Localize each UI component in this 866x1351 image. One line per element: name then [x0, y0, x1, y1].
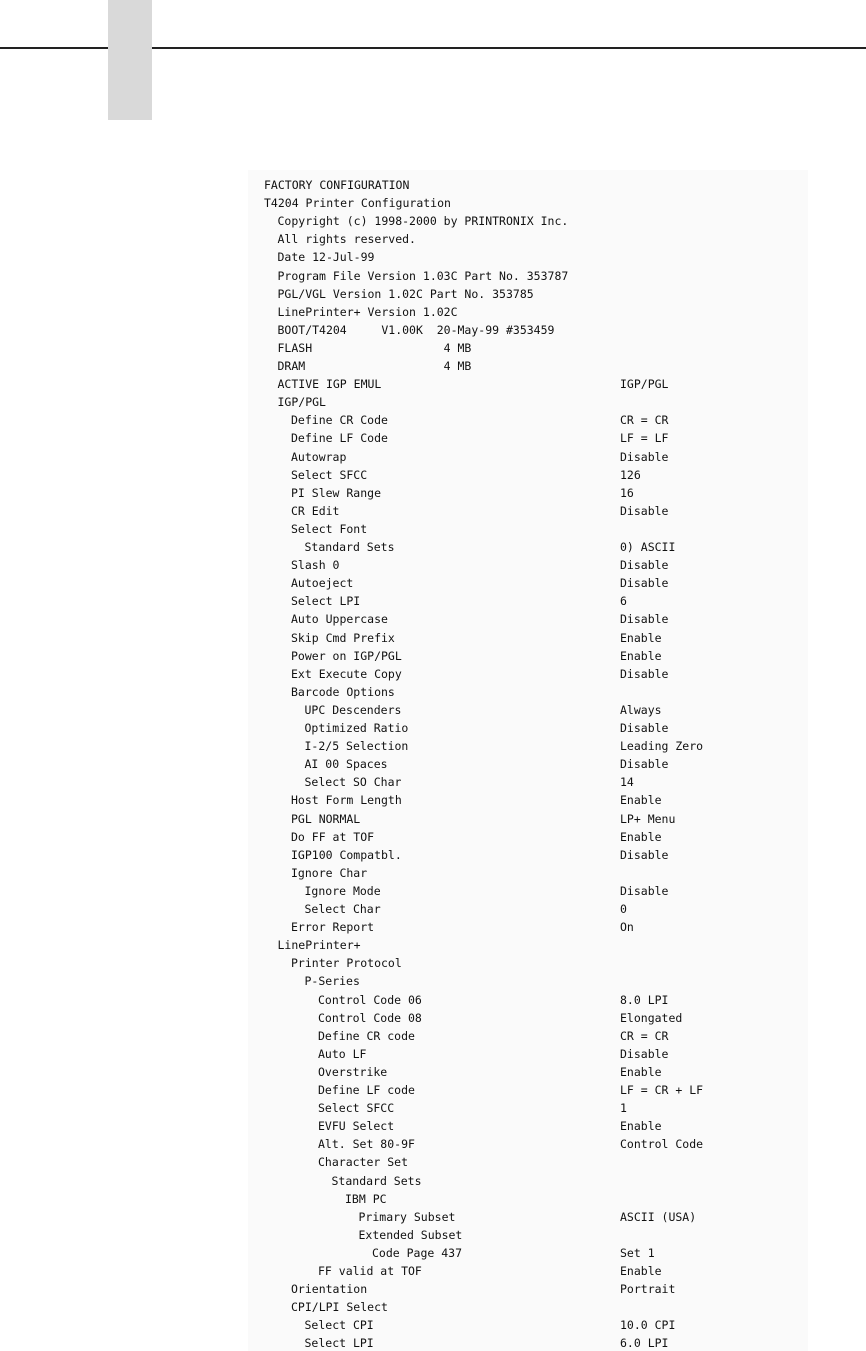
config-label: Slash 0 — [291, 558, 340, 573]
config-line — [248, 1153, 808, 1171]
config-label: Standard Sets — [331, 1173, 422, 1188]
config-value: Disable — [620, 558, 669, 573]
config-label: PI Slew Range — [291, 485, 382, 500]
config-line — [248, 719, 808, 737]
config-label: Character Set — [318, 1155, 409, 1170]
config-label: CR Edit — [291, 503, 340, 518]
config-line — [248, 810, 808, 828]
config-value: 1 — [620, 1101, 627, 1116]
config-line — [248, 1063, 808, 1081]
config-label: Skip Cmd Prefix — [291, 630, 395, 645]
config-line — [248, 629, 808, 647]
config-line — [248, 1190, 808, 1208]
config-label: Select LPI — [291, 594, 361, 609]
config-label: UPC Descenders — [304, 702, 402, 717]
config-label: Define CR code — [318, 1028, 415, 1043]
config-line — [248, 520, 808, 538]
config-line — [248, 285, 808, 303]
config-value: CR = CR — [620, 1028, 669, 1043]
config-line — [248, 502, 808, 520]
config-value: IGP/PGL — [620, 377, 669, 392]
config-line — [248, 610, 808, 628]
config-label: Select LPI — [304, 1336, 374, 1351]
config-line — [248, 864, 808, 882]
config-label: P-Series — [304, 974, 360, 989]
config-value: ASCII (USA) — [620, 1209, 697, 1224]
config-line — [248, 1280, 808, 1298]
config-line — [248, 991, 808, 1009]
config-label: FLASH 4 MB — [277, 340, 472, 355]
config-label: Control Code 08 — [318, 1010, 422, 1025]
chapter-tab — [108, 0, 152, 120]
config-label: Do FF at TOF — [291, 829, 375, 844]
config-value: Disable — [620, 883, 669, 898]
config-label: Define LF code — [318, 1083, 415, 1097]
config-line — [248, 212, 808, 230]
config-value: Leading Zero — [620, 739, 704, 754]
config-value: Enable — [620, 1064, 662, 1079]
config-value: Enable — [620, 829, 662, 844]
config-label: T4204 Printer Configuration — [264, 196, 451, 211]
config-line — [248, 1298, 808, 1316]
config-label: Copyright (c) 1998-2000 by PRINTRONIX Inc. — [277, 214, 569, 229]
config-line — [248, 357, 808, 375]
config-label: LinePrinter+ — [277, 938, 361, 953]
config-line — [248, 1316, 808, 1334]
config-line — [248, 538, 808, 556]
config-line — [248, 466, 808, 484]
config-value: On — [620, 920, 634, 935]
config-value: Disable — [620, 721, 669, 735]
config-line — [248, 303, 808, 321]
config-value: 126 — [620, 467, 641, 482]
config-value: 16 — [620, 485, 634, 500]
config-label: Error Report — [291, 920, 375, 935]
config-line — [248, 176, 808, 194]
config-label: Select Char — [304, 902, 381, 916]
config-line — [248, 448, 808, 466]
config-line — [248, 954, 808, 972]
config-line — [248, 755, 808, 773]
config-label: Host Form Length — [291, 793, 402, 808]
config-label: Ignore Char — [291, 865, 368, 880]
config-value: LP+ Menu — [620, 811, 676, 826]
config-value: 6 — [620, 594, 627, 609]
config-line — [248, 1208, 808, 1226]
config-line — [248, 900, 808, 918]
config-label: Define CR Code — [291, 413, 388, 428]
config-value: 8.0 LPI — [620, 992, 669, 1007]
config-value: 0) ASCII — [620, 540, 676, 554]
config-line — [248, 429, 808, 447]
config-line — [248, 972, 808, 990]
config-label: AI 00 Spaces — [304, 757, 388, 772]
config-line — [248, 230, 808, 248]
config-label: IGP100 Compatbl. — [291, 847, 402, 862]
config-line — [248, 1099, 808, 1117]
config-value: Disable — [620, 757, 669, 772]
config-line — [248, 683, 808, 701]
config-value: Disable — [620, 847, 669, 862]
configuration-printout — [248, 170, 808, 1351]
config-label: IBM PC — [345, 1191, 387, 1206]
config-label: Select Font — [291, 521, 368, 536]
config-value: Disable — [620, 1046, 669, 1061]
config-line — [248, 665, 808, 683]
config-label: I-2/5 Selection — [304, 739, 409, 754]
config-value: Enable — [620, 648, 662, 663]
config-label: Auto LF — [318, 1046, 367, 1061]
config-line — [248, 1334, 808, 1351]
config-value: Disable — [620, 449, 669, 464]
config-line — [248, 1117, 808, 1135]
config-value: Disable — [620, 576, 669, 591]
config-value: Enable — [620, 1119, 662, 1134]
config-line — [248, 1135, 808, 1153]
config-line — [248, 1081, 808, 1099]
config-value: Portrait — [620, 1282, 676, 1297]
config-label: FACTORY CONFIGURATION — [264, 178, 410, 192]
config-label: EVFU Select — [318, 1119, 395, 1134]
config-label: All rights reserved. — [277, 232, 416, 247]
config-value: Enable — [620, 793, 662, 808]
config-label: DRAM 4 MB — [277, 359, 472, 373]
config-line — [248, 267, 808, 285]
config-line — [248, 1244, 808, 1262]
config-line — [248, 484, 808, 502]
config-value: Disable — [620, 612, 669, 627]
config-value: Control Code — [620, 1137, 704, 1152]
config-line — [248, 1045, 808, 1063]
config-label: Extended Subset — [358, 1227, 463, 1242]
config-label: Autoeject — [291, 576, 354, 591]
config-line — [248, 1009, 808, 1027]
config-line — [248, 411, 808, 429]
config-line — [248, 393, 808, 411]
config-label: Auto Uppercase — [291, 612, 388, 627]
config-line — [248, 701, 808, 719]
config-value: Disable — [620, 503, 669, 518]
config-label: Define LF Code — [291, 431, 388, 446]
config-label: Select CPI — [304, 1318, 374, 1333]
config-label: Printer Protocol — [291, 956, 402, 971]
config-label: Power on IGP/PGL — [291, 648, 402, 663]
config-line — [248, 1226, 808, 1244]
config-value: Set 1 — [620, 1245, 655, 1260]
config-value: Always — [620, 702, 662, 717]
config-line — [248, 882, 808, 900]
config-label: BOOT/T4204 V1.00K 20-May-99 #353459 — [277, 322, 555, 337]
config-line — [248, 828, 808, 846]
config-value: CR = CR — [620, 413, 669, 428]
config-line — [248, 1172, 808, 1190]
config-label: Overstrike — [318, 1064, 388, 1079]
config-label: Code Page 437 — [372, 1245, 463, 1260]
config-label: IGP/PGL — [277, 395, 326, 410]
config-line — [248, 321, 808, 339]
config-line — [248, 375, 808, 393]
config-label: Primary Subset — [358, 1209, 456, 1224]
config-line — [248, 339, 808, 357]
config-label: PGL NORMAL — [291, 811, 361, 826]
config-line — [248, 737, 808, 755]
config-line — [248, 791, 808, 809]
config-value: 10.0 CPI — [620, 1318, 676, 1333]
config-label: FF valid at TOF — [318, 1264, 422, 1278]
config-label: Select SO Char — [304, 775, 402, 790]
config-label: Program File Version 1.03C Part No. 353787 — [277, 268, 569, 283]
config-label: Select SFCC — [291, 467, 368, 482]
config-label: Control Code 06 — [318, 992, 422, 1007]
config-value: Elongated — [620, 1010, 683, 1025]
config-line — [248, 773, 808, 791]
config-label: Date 12-Jul-99 — [277, 250, 375, 265]
config-label: Autowrap — [291, 449, 347, 464]
config-value: 6.0 LPI — [620, 1336, 669, 1351]
config-label: Orientation — [291, 1282, 368, 1297]
config-label: PGL/VGL Version 1.02C Part No. 353785 — [277, 286, 534, 301]
config-value: Enable — [620, 630, 662, 645]
config-value: Enable — [620, 1264, 662, 1278]
config-line — [248, 918, 808, 936]
config-label: Standard Sets — [304, 540, 395, 554]
config-label: Select SFCC — [318, 1101, 395, 1116]
config-line — [248, 574, 808, 592]
config-value: LF = CR + LF — [620, 1083, 704, 1097]
config-label: Barcode Options — [291, 684, 395, 699]
config-label: LinePrinter+ Version 1.02C — [277, 304, 458, 319]
config-line — [248, 556, 808, 574]
config-line — [248, 846, 808, 864]
config-label: CPI/LPI Select — [291, 1300, 388, 1315]
config-line — [248, 1262, 808, 1280]
config-line — [248, 248, 808, 266]
config-value: Disable — [620, 666, 669, 681]
config-label: Alt. Set 80-9F — [318, 1137, 415, 1152]
config-value: LF = LF — [620, 431, 669, 446]
config-line — [248, 936, 808, 954]
config-line — [248, 647, 808, 665]
config-line — [248, 194, 808, 212]
config-label: ACTIVE IGP EMUL — [277, 377, 382, 392]
config-value: 14 — [620, 775, 634, 790]
config-label: Optimized Ratio — [304, 721, 409, 735]
config-value: 0 — [620, 902, 627, 916]
config-line — [248, 592, 808, 610]
config-line — [248, 1027, 808, 1045]
config-label: Ignore Mode — [304, 883, 381, 898]
config-label: Ext Execute Copy — [291, 666, 402, 681]
